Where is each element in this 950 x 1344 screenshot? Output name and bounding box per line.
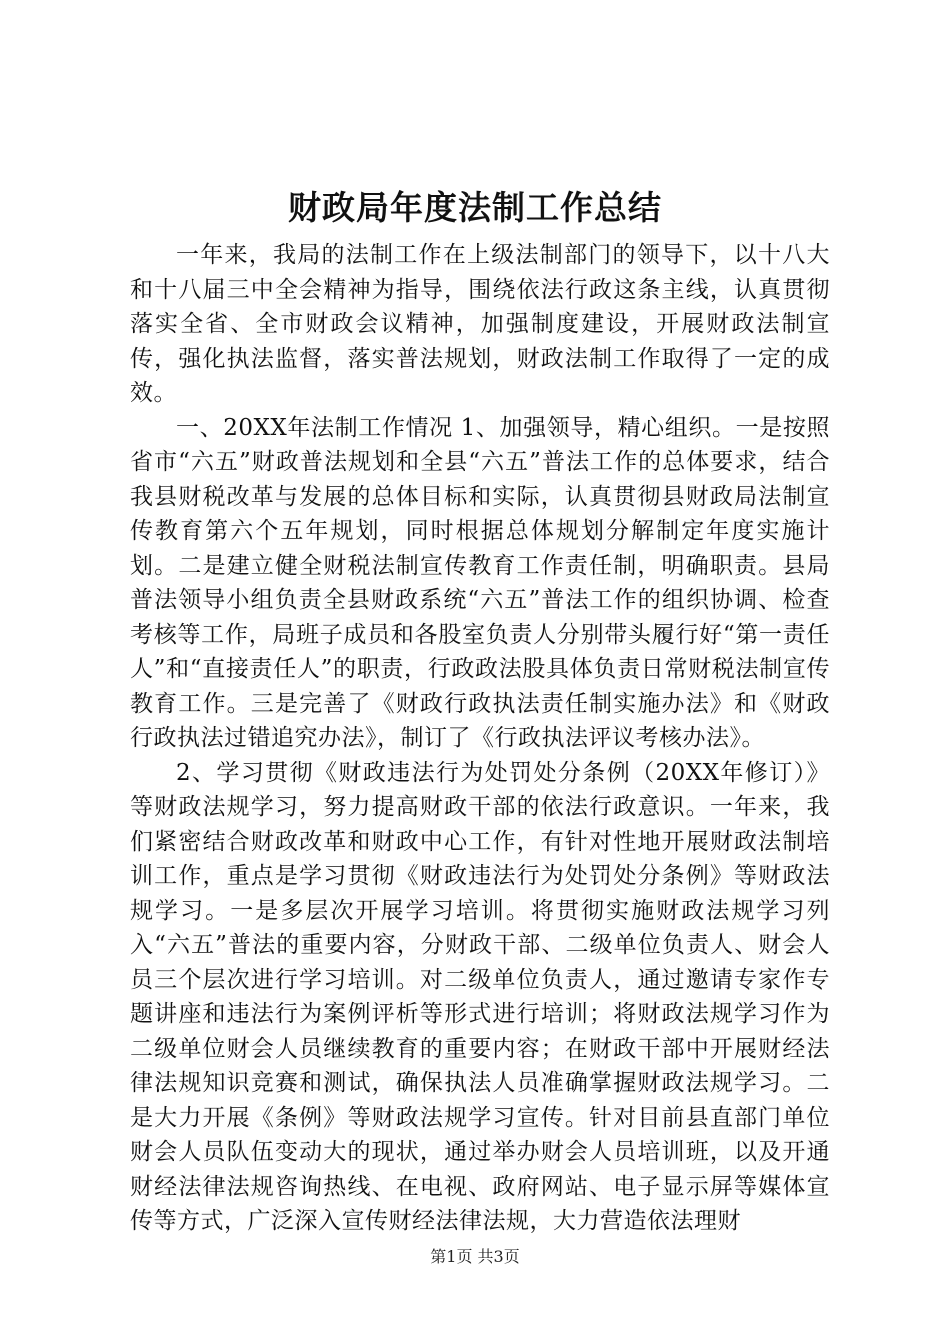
document-title: 财政局年度法制工作总结 [288,188,662,227]
page-footer: 第1页 共3页 [430,1247,520,1266]
paragraph-section-2: 2、学习贯彻《财政违法行为处罚处分条例（20XX年修订）》等财政法规学习，努力提高财政干部的依法行政意识。一年来，我们紧密结合财政改革和财政中心工作，有针对性地开展财政法制培训工作，重点是学习贯彻《财政违法行为处罚处分条例》等财政法规学习。一是多层次开展学习培训。将贯彻实施财政法规学习列入“六五”普法的重要内容，分财政干部、二级单位负责人、财会人员三个层次进行学习培训。对二级单位负责人，通过邀请专家作专题讲座和违法行为案例评析等形式进行培训；将财政法规学习作为二级单位财会人员继续教育的重要内容；在财政干部中开展财经法律法规知识竞赛和测试，确保执法人员准确掌握财政法规学习。二是大力开展《条例》等财政法规学习宣传。针对目前县直部门单位财会人员队伍变动大的现状，通过举办财会人员培训班，以及开通财经法律法规咨询热线、在电视、政府网站、电子显示屏等媒体宣传等方式，广泛深入宣传财经法律法规，大力营造依法理财 [130,759,830,1234]
document-body [130,238,830,1239]
paragraph-intro: 一年来，我局的法制工作在上级法制部门的领导下，以十八大和十八届三中全会精神为指导，围绕依法行政这条主线，认真贯彻落实全省、全市财政会议精神，加强制度建设，开展财政法制宣传，强化执法监督，落实普法规划，财政法制工作取得了一定的成效。 [130,242,830,406]
paragraph-section-1: 一、20XX年法制工作情况 1、加强领导，精心组织。一是按照省市“六五”财政普法规划和全县“六五”普法工作的总体要求，结合我县财税改革与发展的总体目标和实际，认真贯彻县财政局法制宣传教育第六个五年规划，同时根据总体规划分解制定年度实施计划。二是建立健全财税法制宣传教育工作责任制，明确职责。县局普法领导小组负责全县财政系统“六五”普法工作的组织协调、检查考核等工作，局班子成员和各股室负责人分别带头履行好“第一责任人”和“直接责任人”的职责，行政政法股具体负责日常财税法制宣传教育工作。三是完善了《财政行政执法责任制实施办法》和《财政行政执法过错追究办法》，制订了《行政执法评议考核办法》。 [130,414,830,751]
